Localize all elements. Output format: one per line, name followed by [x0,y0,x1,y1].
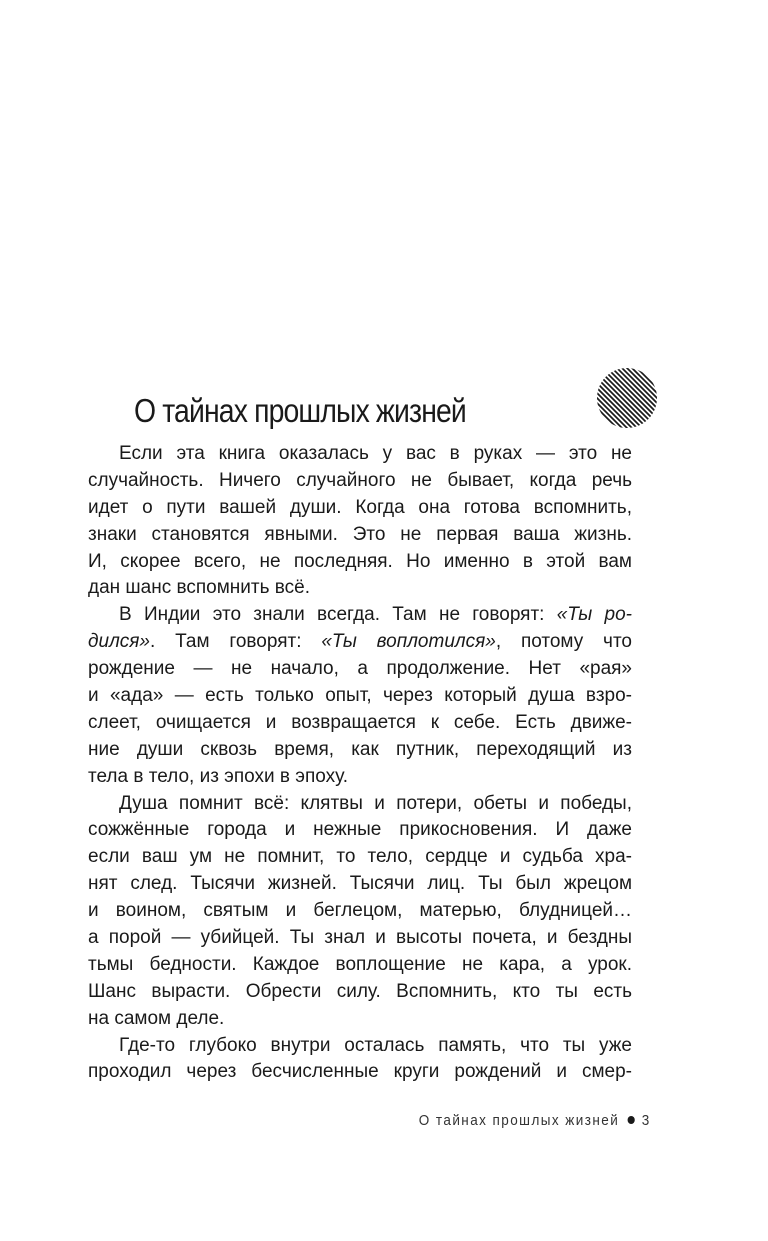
chapter-title: О тайнах прошлых жизней [134,392,466,429]
text-line: рождение — не начало, а продолжение. Нет «рая» [88,658,632,680]
text-line: тьмы бедности. Каждое воплощение не кара, а урок. [88,953,632,975]
text-line: ние души сквозь время, как путник, переходящий из [88,738,632,760]
text-line: проходил через бесчисленные круги рождений и смер- [88,1061,632,1083]
text-line: тела в тело, из эпохи в эпоху. [88,765,348,787]
text-line: нят след. Тысячи жизней. Тысячи лиц. Ты был жрецом [88,873,632,895]
text-line: случайность. Ничего случайного не бывает, когда речь [88,469,632,491]
text-line: дан шанс вспомнить всё. [88,577,311,599]
text-body [88,441,632,1086]
text-line: дился». Там говорят: «Ты воплотился», потому что [88,631,632,653]
text-line: В Индии это знали всегда. Там не говорят: «Ты ро- [119,604,632,626]
text-line: слеет, очищается и возвращается к себе. Есть движе- [88,711,632,733]
text-line: а порой — убийцей. Ты знал и высоты почета, и бездны [88,927,632,949]
page-number: 3 [642,1112,651,1129]
hatched-circle-icon [597,368,657,428]
bullet-icon [628,1116,635,1124]
text-line: сожжённые города и нежные прикосновения. И даже [88,819,632,841]
text-line: Душа помнит всё: клятвы и потери, обеты и победы, [119,792,632,814]
text-line: Шанс вырасти. Обрести силу. Вспомнить, кто ты есть [88,980,632,1002]
text-line: и воином, святым и беглецом, матерью, блудницей… [88,900,632,922]
text-line: идет о пути вашей души. Когда она готова вспомнить, [88,496,632,518]
text-line: Где-то глубоко внутри осталась память, что ты уже [119,1034,632,1056]
text-line: и «ада» — есть только опыт, через который душа взро- [88,685,632,707]
text-line: знаки становятся явными. Это не первая ваша жизнь. [88,523,632,545]
running-footer [419,1112,651,1129]
running-title: О тайнах прошлых жизней [419,1112,620,1129]
text-line: Если эта книга оказалась у вас в руках — это не [119,443,632,464]
text-line: если ваш ум не помнит, то тело, сердце и судьба хра- [88,846,632,868]
text-line: на самом деле. [88,1007,225,1029]
text-line: И, скорее всего, не последняя. Но именно в этой вам [88,550,632,572]
